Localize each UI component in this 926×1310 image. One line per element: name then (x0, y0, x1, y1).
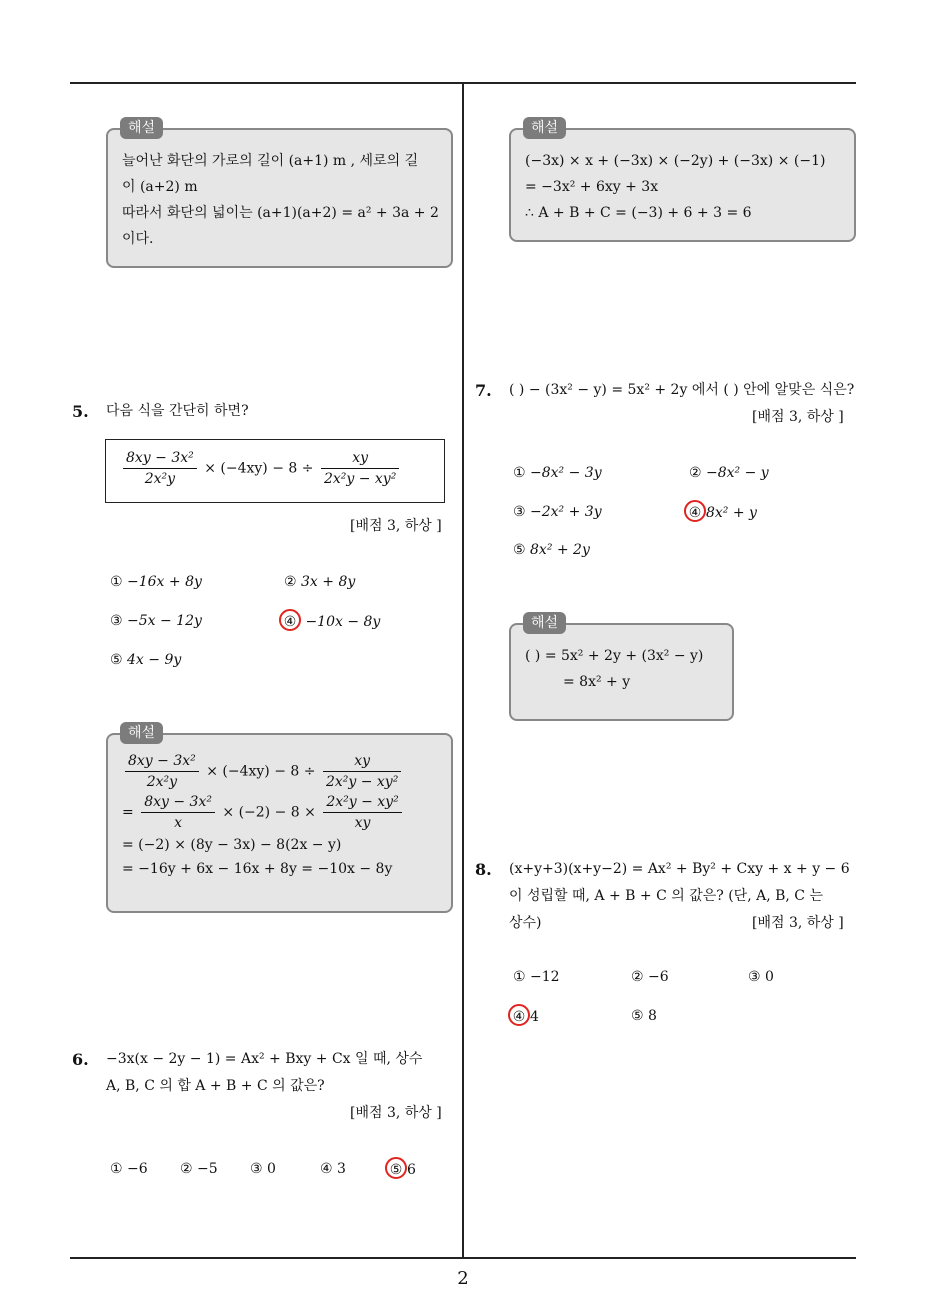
frac-den: 2x²y − xy² (325, 774, 399, 790)
equals-sign: = (122, 804, 134, 821)
choice-6-2[interactable]: ② −5 (180, 1161, 218, 1177)
frac-num: 8xy − 3x² (141, 792, 215, 813)
choice-8-5[interactable]: ⑤ 8 (631, 1008, 657, 1024)
question-number-8: 8. (475, 860, 492, 879)
choice-5-2[interactable] (284, 574, 355, 590)
choice-6-3[interactable]: ③ 0 (250, 1161, 276, 1177)
question-text-8-line-3: 상수) (509, 915, 542, 931)
choice-text: −8x² − y (706, 465, 769, 481)
sol5-line-1-mid: × (−4xy) − 8 ÷ (206, 763, 316, 780)
sol4-line-2: 이 (a+2) m (122, 179, 198, 195)
question-number-6: 6. (72, 1050, 89, 1069)
choice-8-4[interactable] (513, 1008, 539, 1026)
choice-text: −10x − 8y (305, 614, 381, 630)
choice-text: 8x² + 2y (530, 542, 590, 558)
question-text-8-line-1: (x+y+3)(x+y−2) = Ax² + By² + Cxy + x + y − 6 (509, 861, 850, 877)
choice-text: −2x² + 3y (530, 504, 602, 520)
choice-5-5[interactable] (110, 652, 181, 668)
solution-label: 해설 (523, 117, 566, 139)
sol5-frac-d (323, 792, 401, 833)
choice-text: −16x + 8y (127, 574, 202, 590)
choice-6-1[interactable]: ① −6 (110, 1161, 148, 1177)
question-text-8-line-2: 이 성립할 때, A + B + C 의 값은? (단, A, B, C 는 (509, 888, 823, 904)
solution-box-q6 (509, 120, 856, 242)
sol7-line-1: ( ) = 5x² + 2y + (3x² − y) (525, 648, 704, 664)
solution-label: 해설 (120, 722, 163, 744)
choice-7-2[interactable] (689, 465, 769, 481)
choice-7-5[interactable] (513, 542, 590, 558)
question-number-7: 7. (475, 381, 492, 400)
page-number: 2 (457, 1268, 469, 1289)
answer-circle-mark: ④ (684, 500, 706, 522)
sol5-line-2-mid: × (−2) − 8 × (222, 804, 316, 821)
choice-7-1[interactable] (513, 465, 602, 481)
question-number-5: 5. (72, 402, 89, 421)
choice-symbol: ② (689, 465, 702, 481)
choice-symbol: ③ (110, 613, 123, 629)
solution-label: 해설 (120, 117, 163, 139)
sol5-line-1 (122, 751, 437, 792)
frac-2-den: 2x²y − xy² (323, 471, 397, 487)
choice-symbol: ⑤ (513, 542, 526, 558)
sol5-line-2 (122, 792, 437, 833)
choice-text: 4x − 9y (127, 652, 182, 668)
column-divider (462, 84, 464, 1258)
sol6-line-1: (−3x) × x + (−3x) × (−2y) + (−3x) × (−1) (525, 153, 826, 169)
frac-num: 8xy − 3x² (125, 751, 199, 772)
choice-symbol: ② (284, 574, 297, 590)
frac-2-num: xy (321, 448, 399, 469)
sol6-line-2: = −3x² + 6xy + 3x (525, 179, 659, 195)
choice-8-1[interactable]: ① −12 (513, 969, 560, 985)
score-label-7: [배점 3, 하상 ] (752, 409, 844, 425)
sol5-line-3: = (−2) × (8y − 3x) − 8(2x − y) (122, 837, 342, 853)
choice-5-3[interactable] (110, 613, 202, 629)
frac-num: 2x²y − xy² (323, 792, 401, 813)
choice-5-4[interactable] (284, 613, 380, 631)
choice-5-1[interactable] (110, 574, 202, 590)
frac-1-den: 2x²y (144, 471, 176, 487)
frac-den: 2x²y (146, 774, 178, 790)
choice-text: −8x² − 3y (530, 465, 602, 481)
choice-8-2[interactable]: ② −6 (631, 969, 669, 985)
sol4-line-4: 이다. (122, 231, 154, 247)
frac-1-num: 8xy − 3x² (123, 448, 197, 469)
solution-label: 해설 (523, 612, 566, 634)
score-label-5: [배점 3, 하상 ] (350, 518, 442, 534)
choice-text: 3x + 8y (301, 574, 356, 590)
expression-box-5 (105, 439, 445, 503)
expression-middle: × (−4xy) − 8 ÷ (204, 460, 314, 477)
choice-text: 4 (530, 1009, 539, 1025)
question-text-6-line-2: A, B, C 의 합 A + B + C 의 값은? (106, 1078, 325, 1094)
sol6-line-3: ∴ A + B + C = (−3) + 6 + 3 = 6 (525, 205, 752, 221)
score-label-8: [배점 3, 하상 ] (752, 915, 844, 931)
choice-6-5[interactable] (390, 1161, 416, 1179)
frac-1 (123, 448, 197, 489)
sol5-frac-a (125, 751, 199, 792)
choice-symbol: ① (513, 465, 526, 481)
answer-circle-mark: ④ (279, 609, 301, 631)
choice-8-3[interactable]: ③ 0 (748, 969, 774, 985)
sol7-line-2: = 8x² + y (563, 674, 631, 690)
solution-box-q7 (509, 615, 734, 721)
answer-circle-mark: ⑤ (385, 1157, 407, 1179)
choice-text: −5x − 12y (127, 613, 202, 629)
question-text-5: 다음 식을 간단히 하면? (106, 403, 249, 419)
choice-symbol: ⑤ (110, 652, 123, 668)
choice-text: 6 (407, 1162, 416, 1178)
sol4-line-3: 따라서 화단의 넓이는 (a+1)(a+2) = a² + 3a + 2 (122, 205, 439, 221)
choice-text: 8x² + y (706, 505, 757, 521)
question-text-7: ( ) − (3x² − y) = 5x² + 2y 에서 ( ) 안에 알맞은 식은? (509, 382, 855, 398)
choice-symbol: ③ (513, 504, 526, 520)
score-label-6: [배점 3, 하상 ] (350, 1105, 442, 1121)
sol5-frac-b (323, 751, 401, 792)
frac-den: x (174, 815, 183, 831)
frac-2 (321, 448, 399, 489)
sol4-line-1: 늘어난 화단의 가로의 길이 (a+1) m , 세로의 길 (122, 153, 419, 169)
choice-7-4[interactable] (689, 504, 757, 522)
frac-den: xy (354, 815, 371, 831)
sol5-frac-c (141, 792, 215, 833)
question-text-6-line-1: −3x(x − 2y − 1) = Ax² + Bxy + Cx 일 때, 상수 (106, 1051, 423, 1067)
choice-7-3[interactable] (513, 504, 602, 520)
solution-box-q4 (106, 120, 453, 268)
choice-symbol: ① (110, 574, 123, 590)
solution-box-q5 (106, 725, 453, 913)
answer-circle-mark: ④ (508, 1004, 530, 1026)
choice-6-4[interactable]: ④ 3 (320, 1161, 346, 1177)
frac-num: xy (323, 751, 401, 772)
sol5-line-4: = −16y + 6x − 16x + 8y = −10x − 8y (122, 861, 393, 877)
